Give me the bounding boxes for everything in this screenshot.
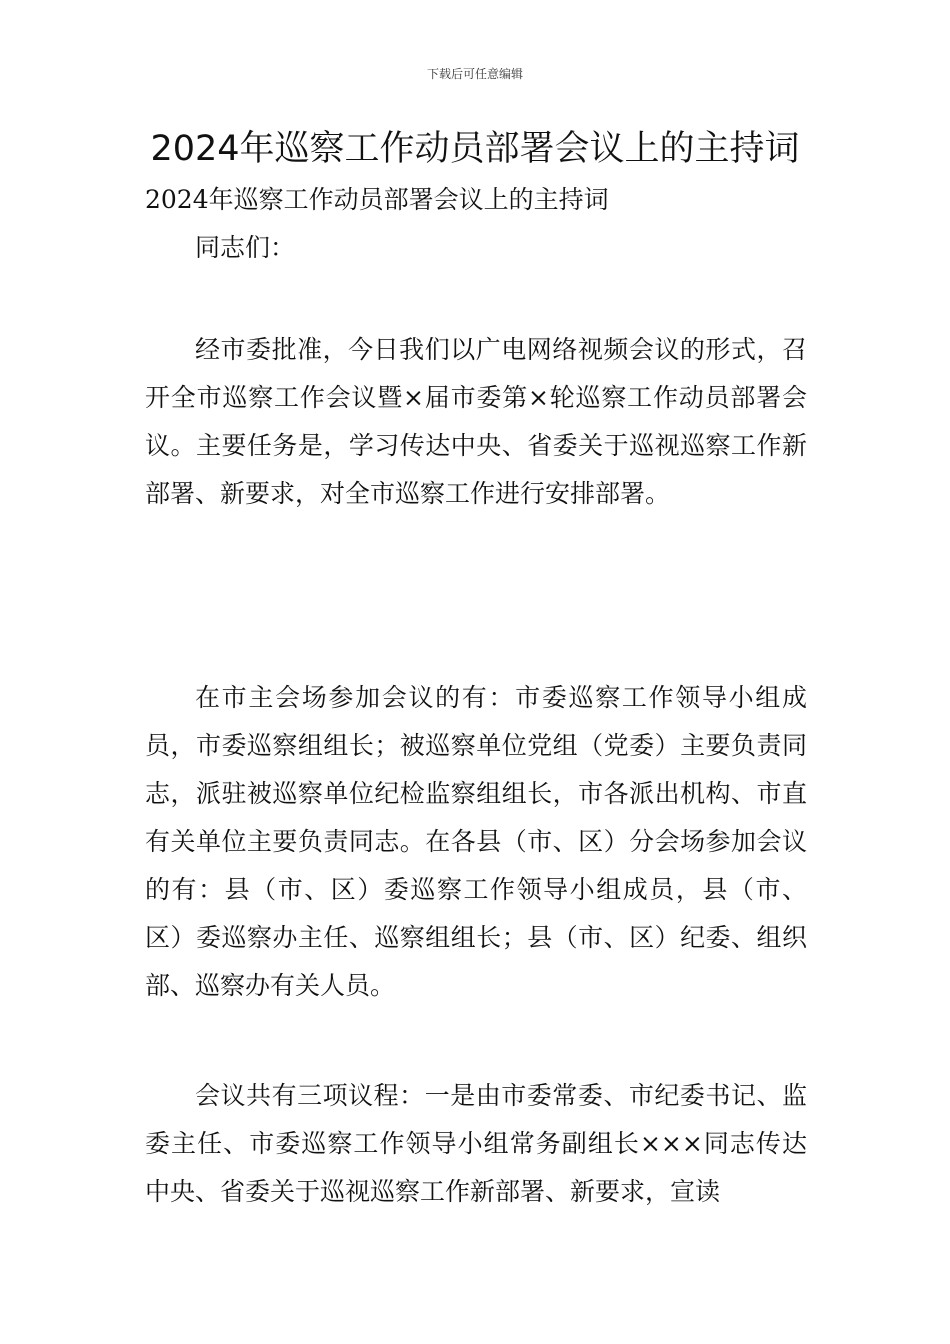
document-title: 2024年巡察工作动员部署会议上的主持词 (150, 129, 800, 169)
paragraph-agenda: 会议共有三项议程：一是由市委常委、市纪委书记、监委主任、市委巡察工作领导小组常务副组长×××同志传达中央、省委关于巡视巡察工作新部署、新要求，宣读 (145, 1081, 807, 1206)
document-subtitle: 2024年巡察工作动员部署会议上的主持词 (145, 185, 609, 214)
paragraph-attendees: 在市主会场参加会议的有：市委巡察工作领导小组成员，市委巡察组组长；被巡察单位党组（党委）主要负责同志，派驻被巡察单位纪检监察组组长，市各派出机构、市直有关单位主要负责同志。在各县（市、区）分会场参加会议的有：县（市、区）委巡察工作领导小组成员，县（市、区）委巡察办主任、巡察组组长；县（市、区）纪委、组织部、巡察办有关人员。 (145, 683, 807, 1000)
greeting: 同志们： (195, 233, 296, 262)
paragraph-meeting-purpose: 经市委批准，今日我们以广电网络视频会议的形式，召开全市巡察工作会议暨×届市委第×轮巡察工作动员部署会议。主要任务是，学习传达中央、省委关于巡视巡察工作新部署、新要求，对全市巡察工作进行安排部署。 (145, 335, 807, 508)
header-note: 下载后可任意编辑 (426, 67, 523, 81)
